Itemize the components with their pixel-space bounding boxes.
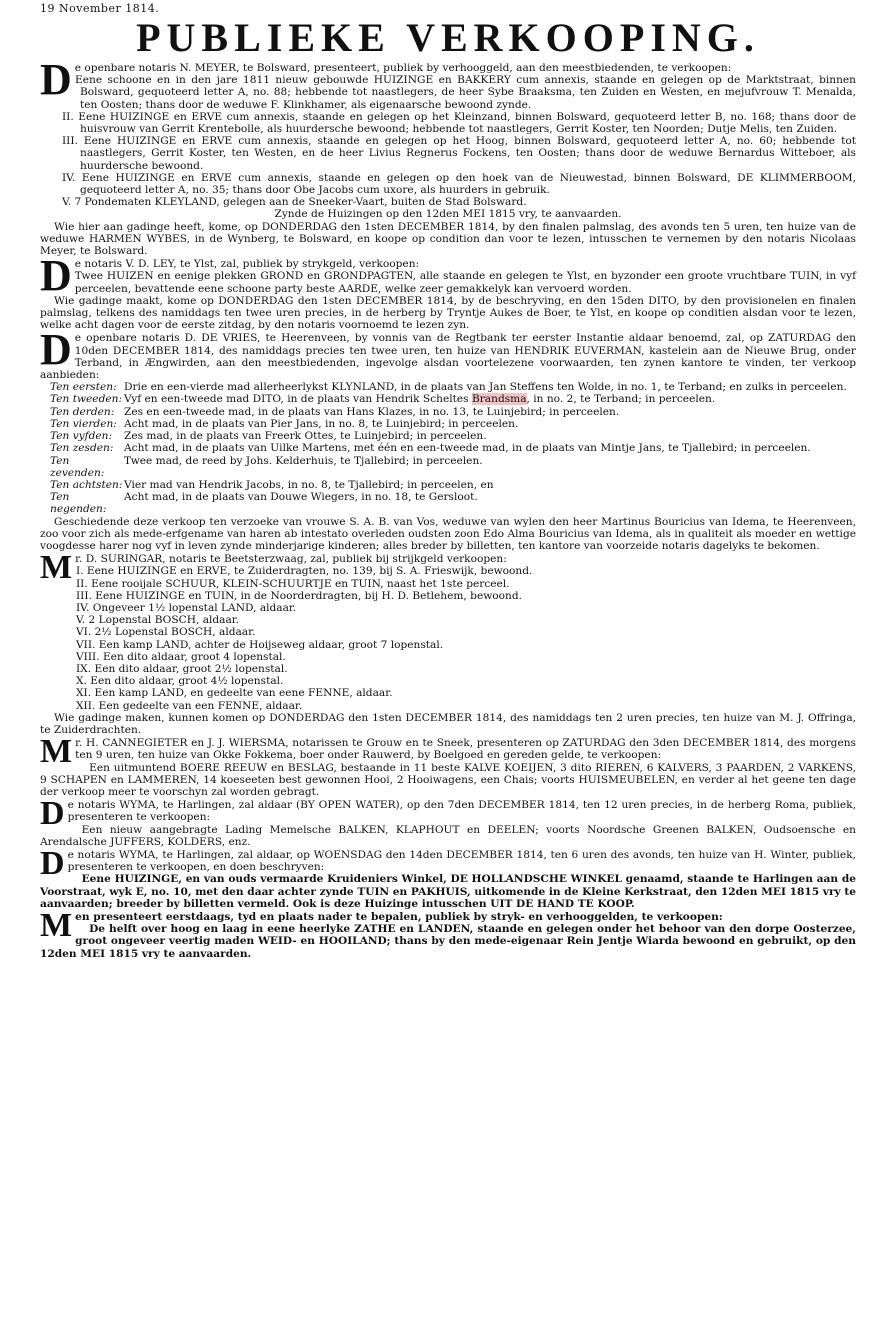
lot-row <box>40 430 856 442</box>
drop-cap: D <box>40 325 72 375</box>
drop-cap: D <box>40 845 65 882</box>
notice-closing: Wie gadinge maakt, kome op DONDERDAG den 1sten DECEMBER 1814, by de beschryving, en den 15den DITO, by den provisionelen en finalen palmslag, telkens des namiddags ten twee uren precies, in de herberg by Tryntje Aukes de Boer, te Ylst, en koope op conditien alsdan voor te lezen, welke acht dagen voor de eerste zitdag, by den notaris voornoemd te lezen zyn. <box>40 294 856 332</box>
notice-intro: e notaris WYMA, te Harlingen, zal aldaar, op WOENSDAG den 14den DECEMBER 1814, ten 6 uren des avonds, ten huize van H. Winter, publiek, presenteren te verkoopen, en doen beschryven: <box>67 849 856 874</box>
lot-row <box>40 418 856 430</box>
notice-closing: Zynde de Huizingen op den 12den MEI 1815 vry, te aanvaarden. <box>274 208 622 221</box>
lot-label: Ten zesden: <box>50 442 114 455</box>
lot-item: V. 2 Lopenstal BOSCH, aldaar. <box>76 614 240 627</box>
lot-label: Ten negenden: <box>50 491 107 516</box>
lot-label: Ten derden: <box>50 405 115 418</box>
lot-item: XII. Een gedeelte van een FENNE, aldaar. <box>76 699 303 712</box>
lot-item: IX. Een dito aldaar, groot 2½ lopenstal. <box>76 662 288 675</box>
notice-wyma-balken <box>40 795 856 848</box>
lot-item: IV. Ongeveer 1½ lopenstal LAND, aldaar. <box>76 601 297 614</box>
lot-item: V. 7 Pondematen KLEYLAND, gelegen aan de Sneeker-Vaart, buiten de Stad Bolsward. <box>62 196 527 209</box>
lot-text-after: , in no. 2, te Terband; in perceelen. <box>526 393 716 406</box>
notice-body: Een uitmuntend BOERE REEUW en BESLAG, bestaande in 11 beste KALVE KOEIJEN, 3 dito RIEREN, 6 KALVERS, 3 PAARDEN, 2 VARKENS, 9 SCHAPEN en LAMMEREN, 14 koeseeten best gewonnen Hooi, 2 Hooiwagens, een Chais; voorts HUISMEUBELEN, en verder al het geene ten dage der verkoop meer te voorschyn zal worden gebragt. <box>40 761 856 798</box>
notice-body: Eene HUIZINGE, en van ouds vermaarde Kruideniers Winkel, DE HOLLANDSCHE WINKEL genaamd, staande te Harlingen aan de Voorstraat, wyk E, no. 10, met den daar achter zynde TUIN en PAKHUIS, uitkomende in de Kleine Kerkstraat, den 12den MEI 1815 vry te aanvaarden; breeder by billetten vermeld. Ook is deze Huizinge intusschen UIT DE HAND TE KOOP. <box>40 873 856 910</box>
notice-body: De helft over hoog en laag in eene heerlyke ZATHE en LANDEN, staande en gelegen onder het behoor van den dorpe Oosterzee, groot ongeveer veertig maden WEID- en HOOILAND; thans by den mede-eigenaar Rein Jentje Wiarda bewoond en gebruikt, op den 12den MEI 1815 vry te aanvaarden. <box>40 923 856 960</box>
lot-row <box>40 455 856 479</box>
lot-item: X. Een dito aldaar, groot 4½ lopenstal. <box>76 675 284 688</box>
newspaper-page <box>0 2 884 1317</box>
lot-label: Ten vierden: <box>50 417 117 430</box>
lot-item: XI. Een kamp LAND, en gedeelte van eene FENNE, aldaar. <box>76 687 393 700</box>
lot-row <box>40 442 856 454</box>
notice-intro: e notaris V. D. LEY, te Ylst, zal, publiek by strykgeld, verkoopen: <box>74 258 420 271</box>
lot-item: VIII. Een dito aldaar, groot 4 lopenstal. <box>76 650 286 663</box>
notice-intro: e notaris WYMA, te Harlingen, zal aldaar (BY OPEN WATER), op den 7den DECEMBER 1814, ten 12 uren precies, in de herberg Roma, publiek, presenteren te verkoopen: <box>67 799 856 824</box>
lot-row <box>40 406 856 418</box>
notice-intro: en presenteert eerstdaags, tyd en plaats nader te bepalen, publiek by stryk- en verhooggelden, te verkoopen: <box>75 911 723 924</box>
lot-text-before: Vyf en een-tweede mad DITO, in de plaats van Hendrik Scheltes <box>124 393 469 406</box>
lot-text: Drie en een-vierde mad allerheerlykst KLYNLAND, in de plaats van Jan Steffens ten Wolde, in no. 1, te Terband; en zulks in perceelen. <box>124 381 847 394</box>
lot-item: II. Eene rooijale SCHUUR, KLEIN-SCHUURTJE en TUIN, naast het 1ste perceel. <box>76 577 510 590</box>
drop-cap: M <box>40 549 73 587</box>
date-note: 19 November 1814. <box>40 2 160 15</box>
lot-text: Acht mad, in de plaats van Uilke Martens, met één en een-tweede mad, in de plaats van Mintje Jans, te Tjallebird; in perceelen. <box>124 442 811 455</box>
notice-vd-ley <box>40 251 856 332</box>
lot-text: Zes mad, in de plaats van Freerk Ottes, te Luinjebird; in perceelen. <box>124 430 487 443</box>
lot-text: Twee mad, de reed by Johs. Kelderhuis, te Tjallebird; in perceelen. <box>124 454 483 467</box>
notice-closing: Wie gadinge maken, kunnen komen op DONDERDAG den 1sten DECEMBER 1814, des namiddags ten 2 uren precies, ten huize van M. J. Offringa, te Zuiderdrachten. <box>40 711 856 736</box>
lot-item: I. Eene HUIZINGE en ERVE, te Zuiderdragten, no. 139, bij S. A. Frieswijk, bewoond. <box>76 565 533 578</box>
notice-meyer <box>40 55 856 258</box>
notice-closing: Geschiedende deze verkoop ten verzoeke van vrouwe S. A. B. van Vos, weduwe van wylen den heer Martinus Bouricius van Idema, te Heerenveen, zoo voor zich als mede-erfgename van haren ab intestato overleden oudsten zoon Edo Alma Bouricius van Idema, als in qualiteit als moeder en wettige voogdesse harer nog vyf in leven zynde minderjarige kinderen; alles breder by billetten, ten kantore van voorzeide notaris dagelyks te bekomen. <box>40 515 856 552</box>
drop-cap: D <box>40 251 72 301</box>
notice-de-vries <box>40 325 856 552</box>
drop-cap: M <box>40 907 73 945</box>
lot-item: IV. Eene HUIZINGE en ERVE cum annexis, staande en gelegen op den hoek van de Nieuwestad, binnen Bolsward, DE KLIMMERBOOM, gequoteerd letter A, no. 35; thans door Obe Jacobs cum uxore, als huurders in gebruik. <box>62 171 856 197</box>
notice-intro: r. D. SURINGAR, notaris te Beetsterzwaag, zal, publiek bij strijkgeld verkoopen: <box>75 553 507 566</box>
lot-label: Ten tweeden: <box>50 393 123 406</box>
lot-row <box>40 491 856 515</box>
lot-row <box>40 393 856 405</box>
lot-text: Acht mad, in de plaats van Pier Jans, in no. 8, te Luinjebird; in perceelen. <box>124 417 519 430</box>
lot-item: VI. 2½ Lopenstal BOSCH, aldaar. <box>76 626 256 639</box>
page-title: PUBLIEKE VERKOOPING. <box>136 15 760 60</box>
drop-cap: D <box>40 795 65 833</box>
lot-row <box>40 479 856 491</box>
notice-closing: Wie hier aan gadinge heeft, kome, op DONDERDAG den 1sten DECEMBER 1814, by den finalen palmslag, des avonds ten 5 uren, ten huize van de weduwe HARMEN WYBES, in de Wynberg, te Bolsward, en koope op condition dan voor te lezen, intusschen te vernemen by den notaris Nicolaas Meyer, te Bolsward. <box>40 220 856 258</box>
lot-item: III. Eene HUIZINGE en TUIN, in de Noorderdragten, bij H. D. Betlehem, bewoond. <box>76 589 523 602</box>
lot-label: Ten eersten: <box>50 381 117 394</box>
notice-body: Een nieuw aangebragte Lading Memelsche BALKEN, KLAPHOUT en DEELEN; voorts Noordsche Greenen BALKEN, Oudsoensche en Arendalsche JUFFERS, KOLDERS, enz. <box>40 823 856 848</box>
drop-cap: D <box>40 55 72 104</box>
notice-zathe <box>40 907 856 960</box>
lot-label: Ten vyfden: <box>50 430 113 443</box>
notice-intro: e openbare notaris N. MEYER, te Bolsward, presenteert, publiek by verhooggeld, aan den meestbiedenden, te verkoopen: <box>74 62 732 74</box>
notice-suringar <box>40 549 856 736</box>
lot-item: II. Eene HUIZINGE en ERVE cum annexis, staande en gelegen op het Kleinzand, binnen Bolsward, gequoteerd letter B, no. 168; thans door de huisvrouw van Gerrit Krentebolle, als huurdersche bewoond; hebbende tot naastlegers, Gerrit Koster, ten Noorden; Dutje Melis, ten Zuiden. <box>62 110 856 136</box>
lot-text <box>124 393 856 405</box>
lot-item: III. Eene HUIZINGE en ERVE cum annexis, staande en gelegen op het Hoog, binnen Bolsward, gequoteerd letter A, no. 60; hebbende tot naastlegers, Gerrit Koster, ten Westen, en de heer Livius Regnerus Fockens, ten Oosten; thans door de weduwe Bernardus Witteboer, als huurdersche bewoond. <box>62 135 856 172</box>
drop-cap: M <box>40 733 73 771</box>
notice-cannegieter <box>40 733 856 798</box>
lot-text: Zes en een-tweede mad, in de plaats van Hans Klazes, in no. 13, te Luinjebird; in perceelen. <box>124 405 620 418</box>
lot-text: Vier mad van Hendrik Jacobs, in no. 8, te Tjallebird; in perceelen, en <box>124 478 494 491</box>
lot-item: I. Eene schoone en in den jare 1811 nieuw gebouwde HUIZINGE en BAKKERY cum annexis, staande en gelegen op de Marktstraat, binnen Bolsward, gequoteerd letter A, no. 88; hebbende tot naastlegers, de heer Sybe Braaksma, ten Zuiden en Westen, en mejufvrouw T. Menalda, ten Oosten; thans door de weduwe F. Klinkhamer, als eigenaarsche bewoond zynde. <box>62 74 856 111</box>
lot-text: Acht mad, in de plaats van Douwe Wiegers, in no. 18, te Gersloot. <box>124 491 478 504</box>
notice-wyma-winkel <box>40 845 856 910</box>
notice-intro: r. H. CANNEGIETER en J. J. WIERSMA, notarissen te Grouw en te Sneek, presenteren op ZATURDAG den 3den DECEMBER 1814, des morgens ten 9 uren, ten huize van Okke Fokkema, boer onder Rauwerd, by Boelgoed en gereden gelde, te verkoopen: <box>75 737 856 762</box>
lot-label: Ten zevenden: <box>50 454 105 479</box>
lot-item: VII. Een kamp LAND, achter de Hoijseweg aldaar, groot 7 lopenstal. <box>76 638 444 651</box>
lot-row <box>40 381 856 393</box>
highlighted-name: Brandsma <box>471 393 527 406</box>
notice-intro: e openbare notaris D. DE VRIES, te Heerenveen, by vonnis van de Regtbank ter eerster Instantie aldaar benoemd, zal, op ZATURDAG den 10den DECEMBER 1814, des namiddags precies ten twee uren, ten huize van HENDRIK EUVERMAN, kastelein aan de Nieuwe Brug, onder Terband, in Ængwirden, aan den meestbiedenden, ingevolge alsdan voortelezene voorwaarden, ten zynen kantore te vinden, ter verkoop aanbieden: <box>40 332 856 382</box>
notice-body: Twee HUIZEN en eenige plekken GROND en GRONDPAGTEN, alle staande en gelegen te Ylst, en byzonder een groote vruchtbare TUIN, in vyf perceelen, bevattende eene schoone party beste AARDE, welke zeer gemakkelyk kan vervoerd worden. <box>74 270 856 295</box>
lot-label: Ten achtsten: <box>50 478 123 491</box>
